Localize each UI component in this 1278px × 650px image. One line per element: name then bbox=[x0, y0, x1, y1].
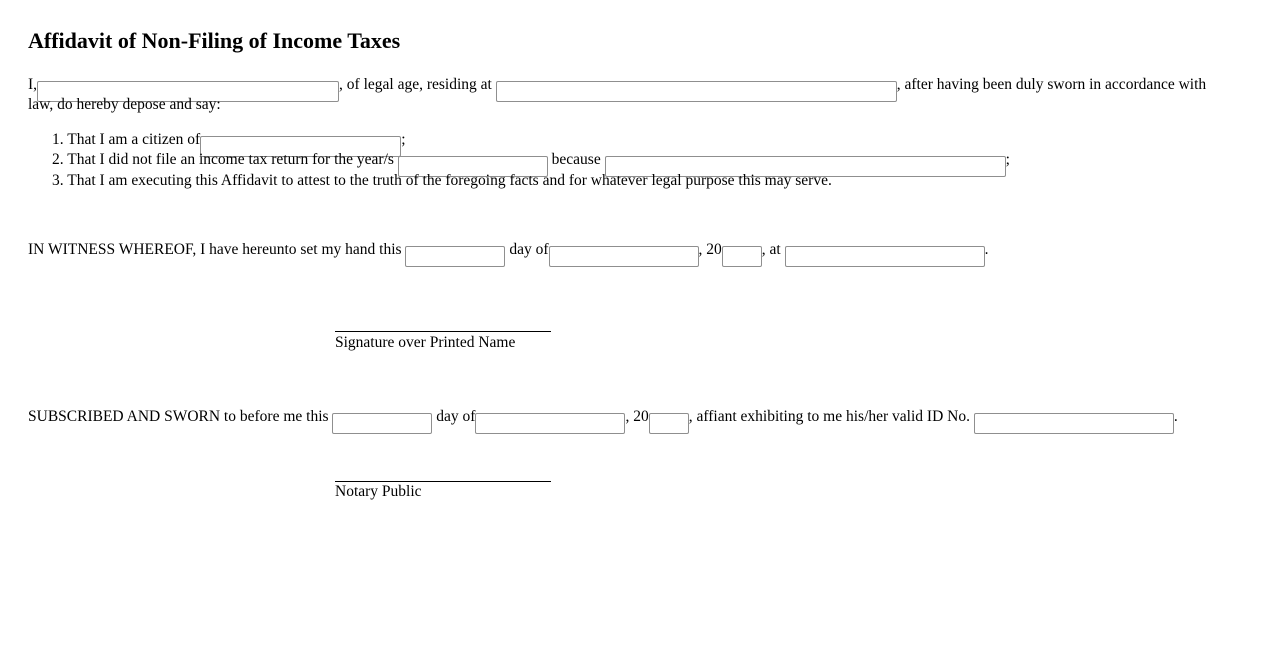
sworn-day-of: day of bbox=[436, 408, 476, 425]
list-item-end: ; bbox=[401, 131, 406, 148]
witness-at: , at bbox=[761, 241, 781, 258]
residence-address-input[interactable] bbox=[496, 81, 897, 102]
sworn-month-input[interactable] bbox=[475, 413, 625, 434]
signature-label: Signature over Printed Name bbox=[335, 334, 516, 351]
list-item-text: That I did not file an income tax return for the year/s bbox=[67, 151, 394, 168]
intro-after-name: , of legal age, residing at bbox=[339, 76, 492, 93]
witness-line bbox=[28, 240, 988, 267]
sworn-day-input[interactable] bbox=[332, 413, 432, 434]
sworn-line bbox=[28, 407, 1178, 434]
intro-line-2: law, do hereby depose and say: bbox=[28, 96, 221, 113]
sworn-end: . bbox=[1173, 408, 1178, 425]
sworn-id-text: , affiant exhibiting to me his/her valid ID No. bbox=[688, 408, 970, 425]
intro-prefix: I, bbox=[28, 76, 38, 93]
list-item-number: 1. bbox=[52, 131, 64, 148]
witness-prefix: IN WITNESS WHEREOF, I have hereunto set my hand this bbox=[28, 241, 402, 258]
sworn-year-prefix: , 20 bbox=[625, 408, 649, 425]
witness-place-input[interactable] bbox=[785, 246, 985, 267]
because-label: because bbox=[551, 151, 601, 168]
list-item-text: That I am a citizen of bbox=[67, 131, 201, 148]
list-item-end: ; bbox=[1005, 151, 1010, 168]
notary-label: Notary Public bbox=[335, 483, 422, 500]
list-item-number: 3. bbox=[52, 172, 64, 189]
witness-year-prefix: , 20 bbox=[698, 241, 722, 258]
list-item-text: That I am executing this Affidavit to attest to the truth of the foregoing facts and for whatever legal purpose this may serve. bbox=[67, 172, 832, 189]
list-item-purpose bbox=[52, 171, 832, 191]
witness-month-input[interactable] bbox=[549, 246, 699, 267]
page-title: Affidavit of Non-Filing of Income Taxes bbox=[28, 28, 401, 53]
list-item-number: 2. bbox=[52, 151, 64, 168]
signature-line bbox=[335, 331, 551, 332]
witness-day-of: day of bbox=[509, 241, 549, 258]
witness-end: . bbox=[984, 241, 989, 258]
sworn-year-input[interactable] bbox=[649, 413, 689, 434]
intro-after-address: , after having been duly sworn in accordance with bbox=[896, 76, 1207, 93]
witness-day-input[interactable] bbox=[405, 246, 505, 267]
sworn-prefix: SUBSCRIBED AND SWORN to before me this bbox=[28, 408, 329, 425]
witness-year-input[interactable] bbox=[722, 246, 762, 267]
valid-id-input[interactable] bbox=[974, 413, 1174, 434]
